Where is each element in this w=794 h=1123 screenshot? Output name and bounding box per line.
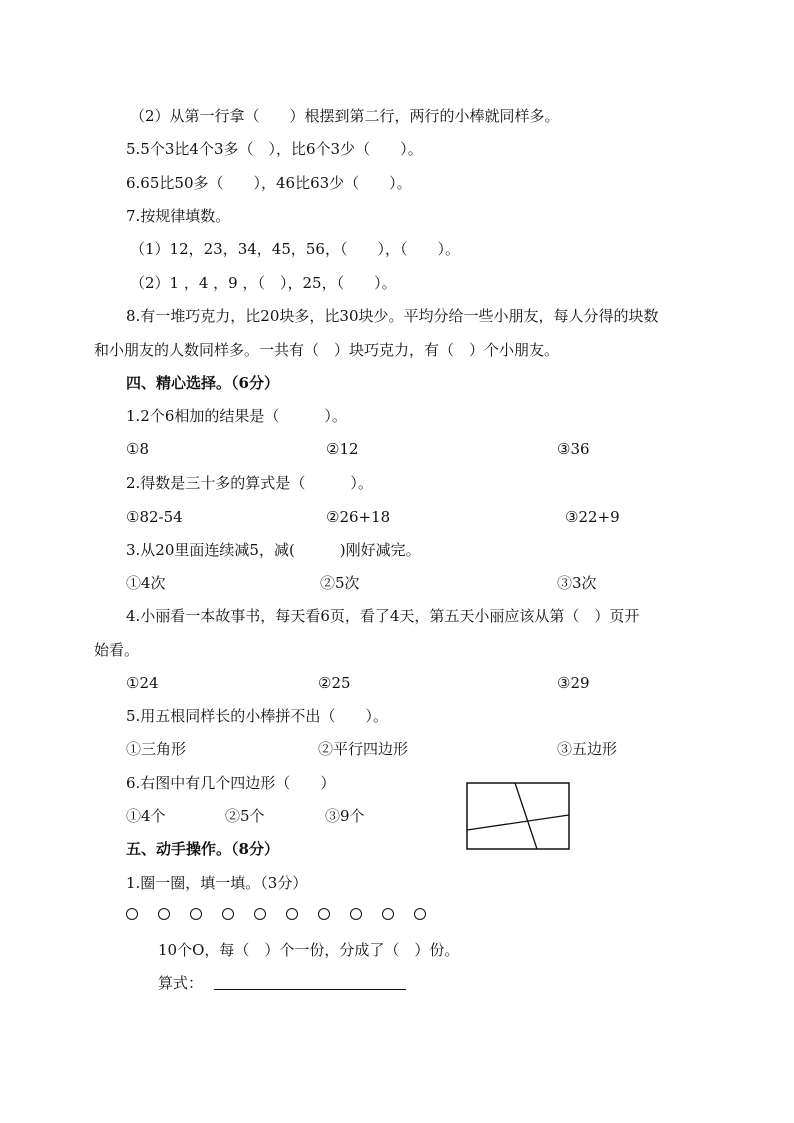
line-q6: 6.65比50多（ ），46比63少（ ）。 xyxy=(126,174,412,192)
s4-q5: 5.用五根同样长的小棒拼不出（ ）。 xyxy=(126,707,388,725)
line-q7: 7.按规律填数。 xyxy=(126,207,231,225)
s4-q4-a: 4.小丽看一本故事书，每天看6页，看了4天，第五天小丽应该从第（ ）页开 xyxy=(126,607,640,625)
s4-q4-opt2: ②25 xyxy=(318,674,351,692)
s4-q1: 1.2个6相加的结果是（ ）。 xyxy=(126,407,347,425)
section4-heading: 四、精心选择。（6分） xyxy=(126,374,279,392)
line-q8-b: 和小朋友的人数同样多。一共有（ ）块巧克力，有（ ）个小朋友。 xyxy=(94,341,560,359)
circle xyxy=(382,908,394,920)
line-q7-2: （2）1 ，4 ，9 ，（ ），25，（ ）。 xyxy=(130,274,397,292)
s4-q6: 6.右图中有几个四边形（ ） xyxy=(126,774,336,792)
s5-formula-label: 算式： xyxy=(158,974,204,992)
s4-q5-opt2: ②平行四边形 xyxy=(318,740,409,758)
s4-q5-opt3: ③五边形 xyxy=(557,740,618,758)
circle xyxy=(318,908,330,920)
s4-q6-opt2: ②5个 xyxy=(225,807,265,825)
s4-q3: 3.从20里面连续减5，减( )刚好减完。 xyxy=(126,541,421,559)
s4-q2: 2.得数是三十多的算式是（ ）。 xyxy=(126,474,373,492)
circle xyxy=(158,908,170,920)
circle xyxy=(414,908,426,920)
line-q7-1: （1）12，23，34，45，56，（ ），（ ）。 xyxy=(130,240,460,258)
quadrilateral-figure xyxy=(466,782,570,850)
s4-q4-opt1: ①24 xyxy=(126,674,159,692)
s4-q3-opt3: ③3次 xyxy=(557,574,597,592)
circle xyxy=(350,908,362,920)
section5-heading: 五、动手操作。（8分） xyxy=(126,840,279,858)
s5-fill: 10个O，每（ ）个一份，分成了（ ）份。 xyxy=(158,941,460,959)
circle xyxy=(254,908,266,920)
line-q8-a: 8.有一堆巧克力，比20块多，比30块少。平均分给一些小朋友，每人分得的块数 xyxy=(126,307,659,325)
circle xyxy=(286,908,298,920)
s4-q2-opt3: ③22+9 xyxy=(565,508,620,526)
line-q4-2: （2）从第一行拿（ ）根摆到第二行，两行的小棒就同样多。 xyxy=(130,107,560,125)
s4-q4-opt3: ③29 xyxy=(557,674,590,692)
circle xyxy=(190,908,202,920)
s4-q3-opt2: ②5次 xyxy=(320,574,360,592)
s4-q2-opt2: ②26+18 xyxy=(326,508,391,526)
circle-row xyxy=(126,905,436,925)
s4-q4-b: 始看。 xyxy=(94,641,140,659)
circle xyxy=(126,908,138,920)
s5-q1: 1.圈一圈，填一填。（3分） xyxy=(126,874,308,892)
circle xyxy=(222,908,234,920)
s4-q6-opt1: ①4个 xyxy=(126,807,166,825)
s4-q1-opt3: ③36 xyxy=(557,440,590,458)
s4-q3-opt1: ①4次 xyxy=(126,574,166,592)
s4-q2-opt1: ①82-54 xyxy=(126,508,183,526)
s4-q1-opt2: ②12 xyxy=(326,440,359,458)
line-q5: 5.5个3比4个3多（ ），比6个3少（ ）。 xyxy=(126,140,423,158)
formula-answer-line[interactable] xyxy=(214,989,406,990)
s4-q6-opt3: ③9个 xyxy=(325,807,365,825)
s4-q5-opt1: ①三角形 xyxy=(126,740,187,758)
s4-q1-opt1: ①8 xyxy=(126,440,149,458)
